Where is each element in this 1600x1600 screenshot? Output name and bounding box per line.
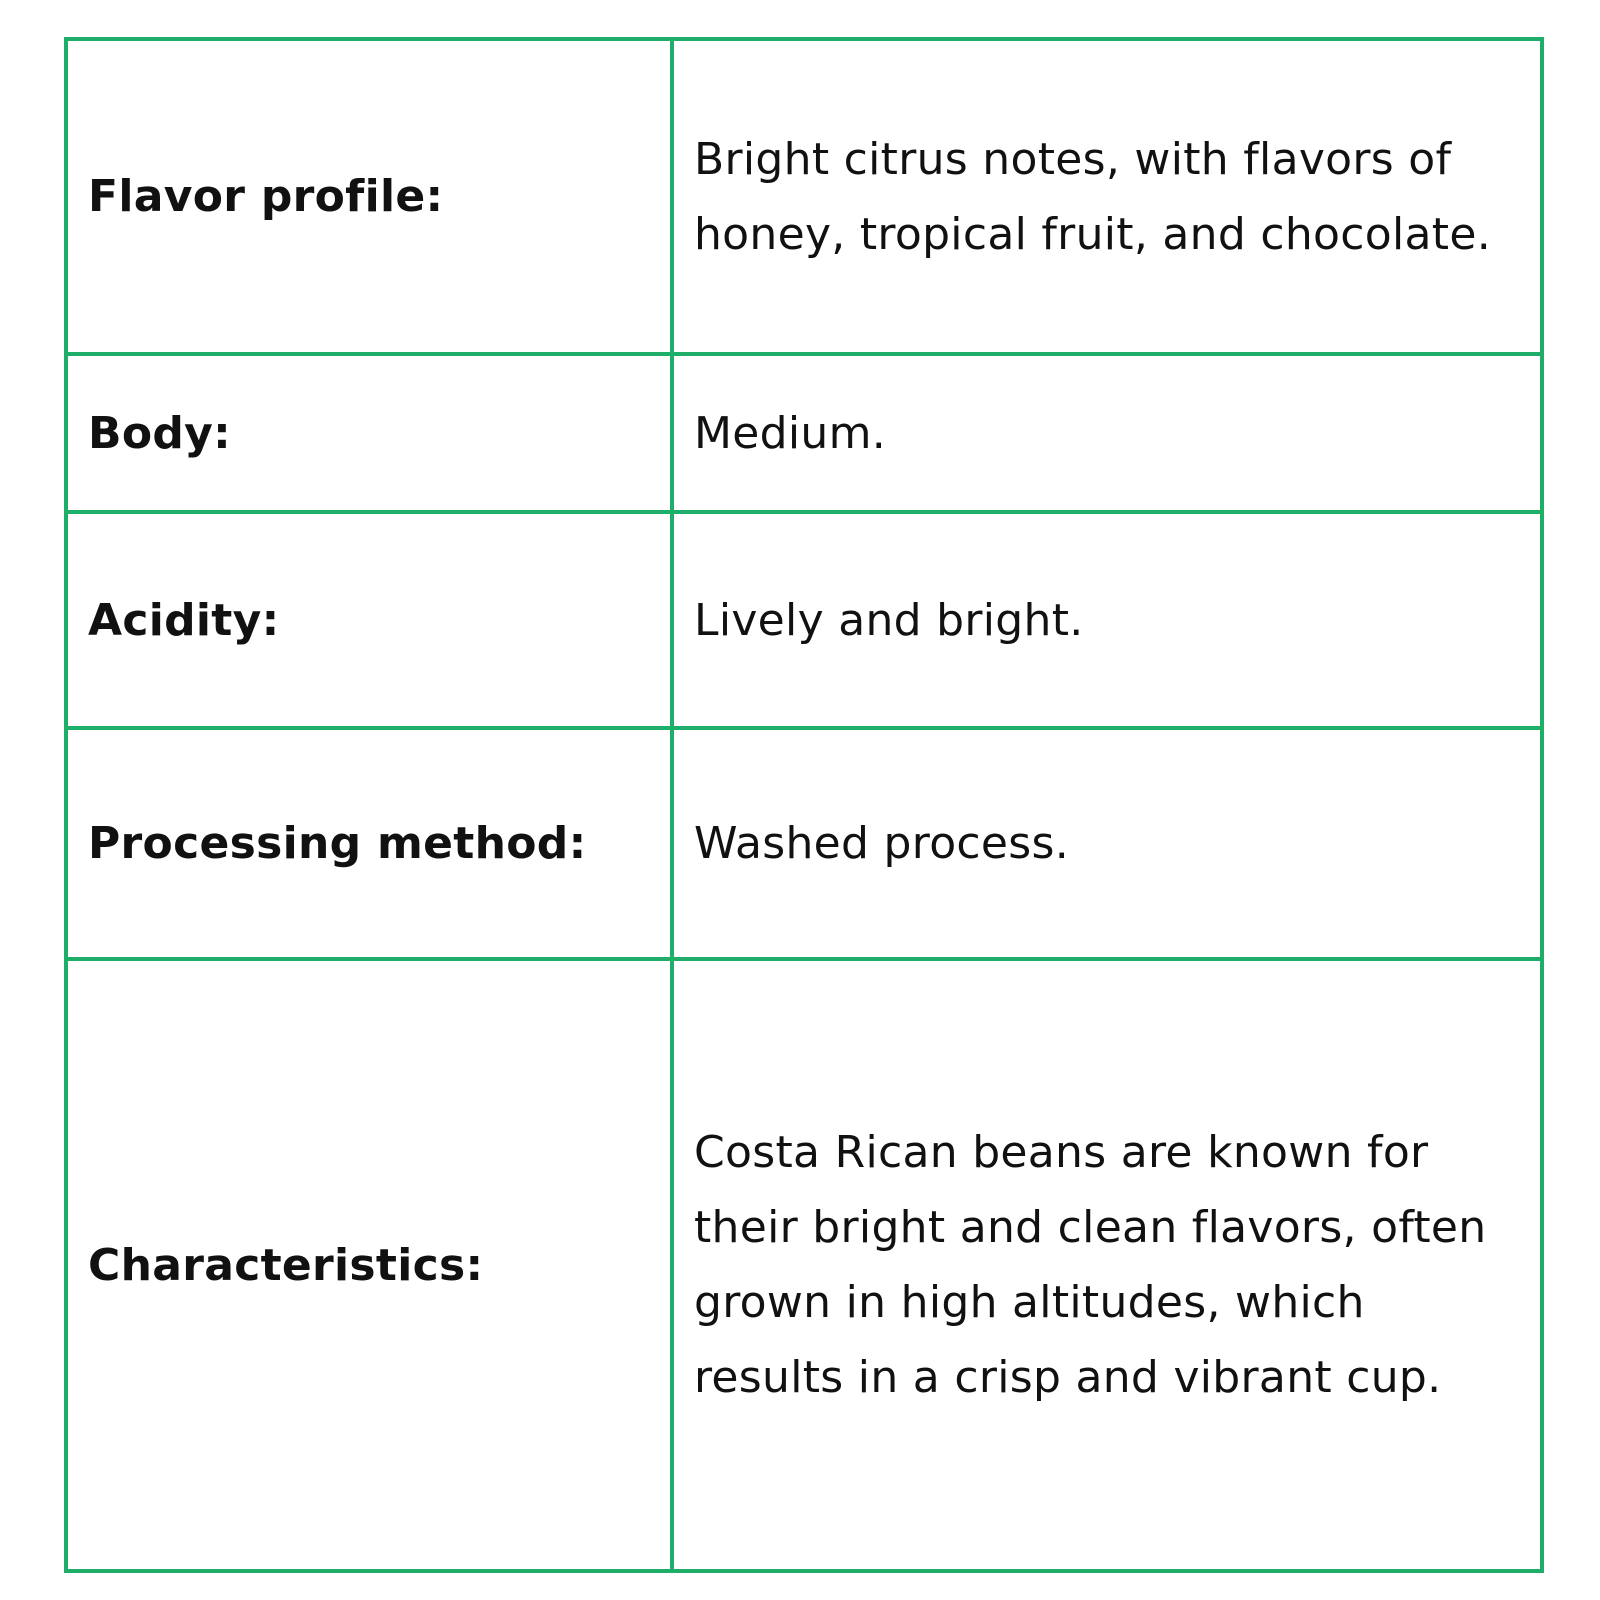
row-label: Flavor profile: (68, 41, 674, 352)
table-row-processing-method (68, 730, 1540, 961)
row-value: Medium. (694, 407, 887, 459)
row-label: Acidity: (68, 514, 674, 726)
row-value: Lively and bright. (694, 594, 1084, 646)
row-value: Costa Rican beans are known for their bright and clean flavors, often grown in high altitudes, which results in a crisp and vibrant cup. (694, 1127, 1487, 1403)
row-value: Bright citrus notes, with flavors of honey, tropical fruit, and chocolate. (694, 133, 1491, 260)
row-value: Washed process. (694, 818, 1070, 869)
row-label: Processing method: (68, 730, 674, 957)
row-label: Characteristics: (68, 961, 674, 1569)
table-row-flavor-profile (68, 41, 1540, 356)
row-value-cell (674, 514, 1540, 726)
row-value-cell (674, 356, 1540, 510)
row-value-cell (674, 730, 1540, 957)
row-value-cell (674, 961, 1540, 1569)
table-row-acidity (68, 514, 1540, 730)
row-value-cell (674, 41, 1540, 352)
table-row-characteristics (68, 961, 1540, 1569)
row-label: Body: (68, 356, 674, 510)
table-row-body (68, 356, 1540, 514)
coffee-profile-table (64, 37, 1544, 1573)
